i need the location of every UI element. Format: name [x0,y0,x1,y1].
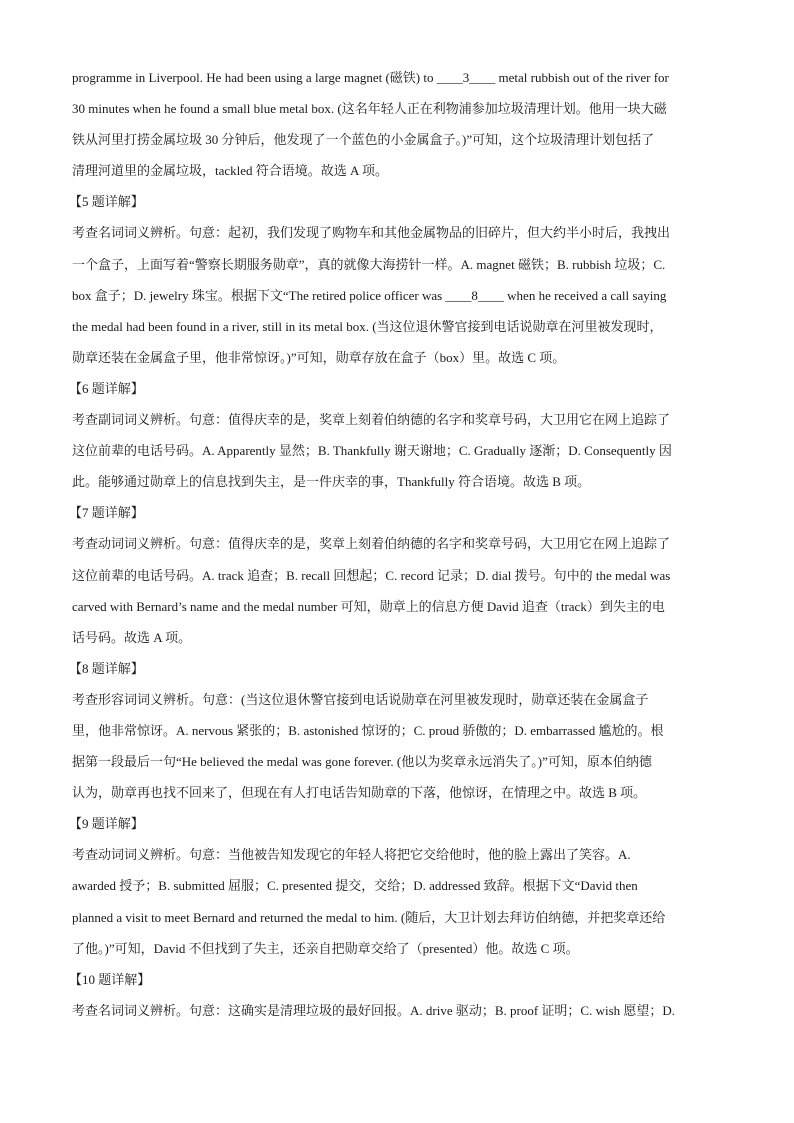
text-line: programme in Liverpool. He had been using a large magnet (磁铁) to ____3____ metal rubbish out of the river for [72,70,669,85]
section-heading-8: 【8 题详解】 [69,660,144,676]
text-line: carved with Bernard’s name and the medal number 可知，勋章上的信息方便 David 追查（track）到失主的电 [72,598,665,614]
section-heading-7: 【7 题详解】 [69,505,144,521]
text-line: 30 minutes when he found a small blue metal box. (这名年轻人正在利物浦参加垃圾清理计划。他用一块大磁 [72,101,667,117]
text-line: 考查形容词词义辨析。句意：(当这位退休警官接到电话说勋章在河里被发现时，勋章还装在金属盒子 [72,691,649,707]
text-line: 考查动词词义辨析。句意：当他被告知发现它的年轻人将把它交给他时，他的脸上露出了笑容。A. [72,847,631,863]
text-line: 清理河道里的金属垃圾，tackled 符合语境。故选 A 项。 [72,163,388,179]
text-line: 认为，勋章再也找不回来了，但现在有人打电话告知勋章的下落，他惊讶，在情理之中。故选 B 项。 [72,785,647,801]
text-line: 一个盒子，上面写着“警察长期服务勋章”，真的就像大海捞针一样。A. magnet 磁铁；B. rubbish 垃圾；C. [72,256,666,272]
text-line: 里，他非常惊讶。A. nervous 紧张的；B. astonished 惊讶的；C. proud 骄傲的；D. embarrassed 尴尬的。根 [72,722,664,738]
text-line: 这位前辈的电话号码。A. Apparently 显然；B. Thankfully 谢天谢地；C. Gradually 逐渐；D. Consequently 因 [72,443,672,459]
text-line: 勋章还装在金属盒子里，他非常惊讶。)”可知，勋章存放在盒子（box）里。故选 C 项。 [72,349,566,365]
text-line: planned a visit to meet Bernard and returned the medal to him. (随后，大卫计划去拜访伯纳德，并把奖章还给 [72,909,666,925]
section-heading-6: 【6 题详解】 [69,380,144,396]
text-line: 了他。)”可知，David 不但找到了失主，还亲自把勋章交给了（presented）他。故选 C 项。 [72,940,579,956]
text-line: 此。能够通过勋章上的信息找到失主，是一件庆幸的事，Thankfully 符合语境。故选 B 项。 [72,474,591,490]
section-heading-5: 【5 题详解】 [69,194,144,210]
text-line: 铁从河里打捞金属垃圾 30 分钟后，他发现了一个蓝色的小金属盒子。)”可知，这个垃圾清理计划包括了 [72,132,655,148]
section-heading-9: 【9 题详解】 [69,816,144,832]
text-line: 据第一段最后一句“He believed the medal was gone forever. (他以为奖章永远消失了。)”可知，原本伯纳德 [72,754,652,770]
text-line: 考查名词词义辨析。句意：起初，我们发现了购物车和其他金属物品的旧碎片，但大约半小时后，我拽出 [72,225,671,241]
text-line: box 盒子；D. jewelry 珠宝。根据下文“The retired police officer was ____8____ when he received a call saying [72,287,667,303]
text-line: 话号码。故选 A 项。 [72,629,192,645]
text-line: 这位前辈的电话号码。A. track 追查；B. recall 回想起；C. record 记录；D. dial 拨号。句中的 the medal was [72,567,671,583]
text-line: 考查动词词义辨析。句意：值得庆幸的是，奖章上刻着伯纳德的名字和奖章号码，大卫用它在网上追踪了 [72,536,671,552]
text-line: awarded 授予；B. submitted 屈服；C. presented 提交，交给；D. addressed 致辞。根据下文“David then [72,878,638,894]
text-line: the medal had been found in a river, still in its metal box. (当这位退休警官接到电话说勋章在河里被发现时， [72,318,663,334]
document-page [69,62,722,1026]
section-heading-10: 【10 题详解】 [69,971,151,987]
text-line: 考查副词词义辨析。句意：值得庆幸的是，奖章上刻着伯纳德的名字和奖章号码，大卫用它在网上追踪了 [72,412,671,428]
text-line: 考查名词词义辨析。句意：这确实是清理垃圾的最好回报。A. drive 驱动；B. proof 证明；C. wish 愿望；D. [72,1002,676,1018]
